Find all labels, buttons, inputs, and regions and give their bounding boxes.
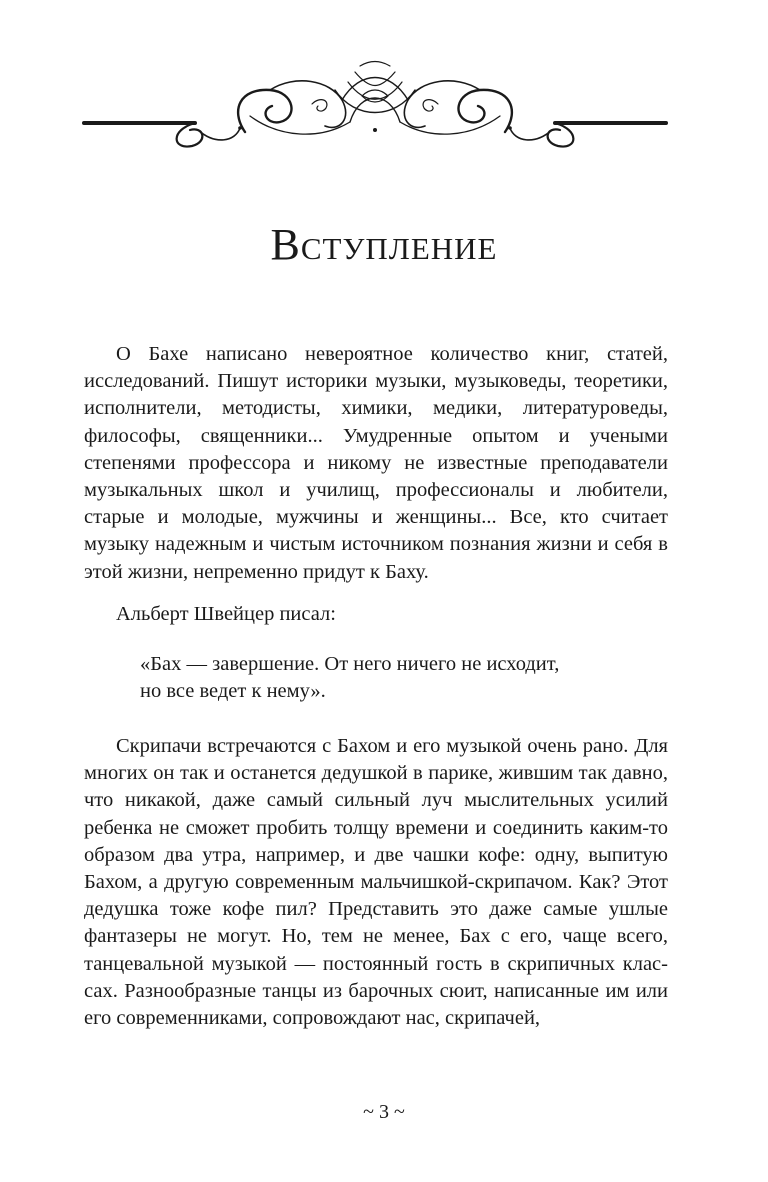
quote-line: «Бах — завершение. От него ничего не исходит, bbox=[140, 653, 560, 675]
quote-intro-block bbox=[84, 601, 668, 628]
quote-intro-paragraph: Альберт Швейцер писал: bbox=[116, 603, 336, 625]
intro-paragraph-block bbox=[84, 341, 668, 586]
decorative-flourish-ornament bbox=[80, 60, 670, 160]
intro-paragraph: О Бахе написано невероятное количество книг, статей, исследований. Пишут историки музыки, музыковеды, теоретики, исполнители, методисты, химики, медики, литературоведы, философы, священники... Умудренные опытом и учеными степенями профессора и никому не известные преподаватели музыкальных школ и училищ, профессионалы и любители, старые и молодые, мужчины и женщины... Все, кто считает музыку надежным и чистым источником познания жизни и себя в этой жизни, непременно придут к Баху. bbox=[84, 343, 668, 583]
violinists-paragraph: Скрипачи встречаются с Бахом и его музыкой очень рано. Для многих он так и останется дедушкой в парике, жившим так давно, что никакой, даже самый сильный луч мыслительных усилий ребенка не сможет пробить толщу времени и соединить каким-то образом два утра, например, и две чашки кофе: одну, выпитую Бахом, а другую современным мальчишкой-скрипачом. Как? Этот дедушка тоже кофе пил? Представить это даже самые ушлые фантазеры не могут. Но, тем не менее, Бах с его, чаще всего, танцевальной музыкой — постоянный гость в скрипичных классах. Разнообразные танцы из барочных сюит, написанные им или его современниками, сопровождают нас, скрипачей, bbox=[84, 735, 668, 1030]
page-number: ~ 3 ~ bbox=[363, 1101, 405, 1123]
violinists-paragraph-block bbox=[84, 733, 668, 1032]
quote-line: но все ведет к нему». bbox=[140, 680, 326, 703]
schweitzer-quote bbox=[140, 651, 668, 705]
chapter-title: Вступление bbox=[270, 220, 498, 269]
